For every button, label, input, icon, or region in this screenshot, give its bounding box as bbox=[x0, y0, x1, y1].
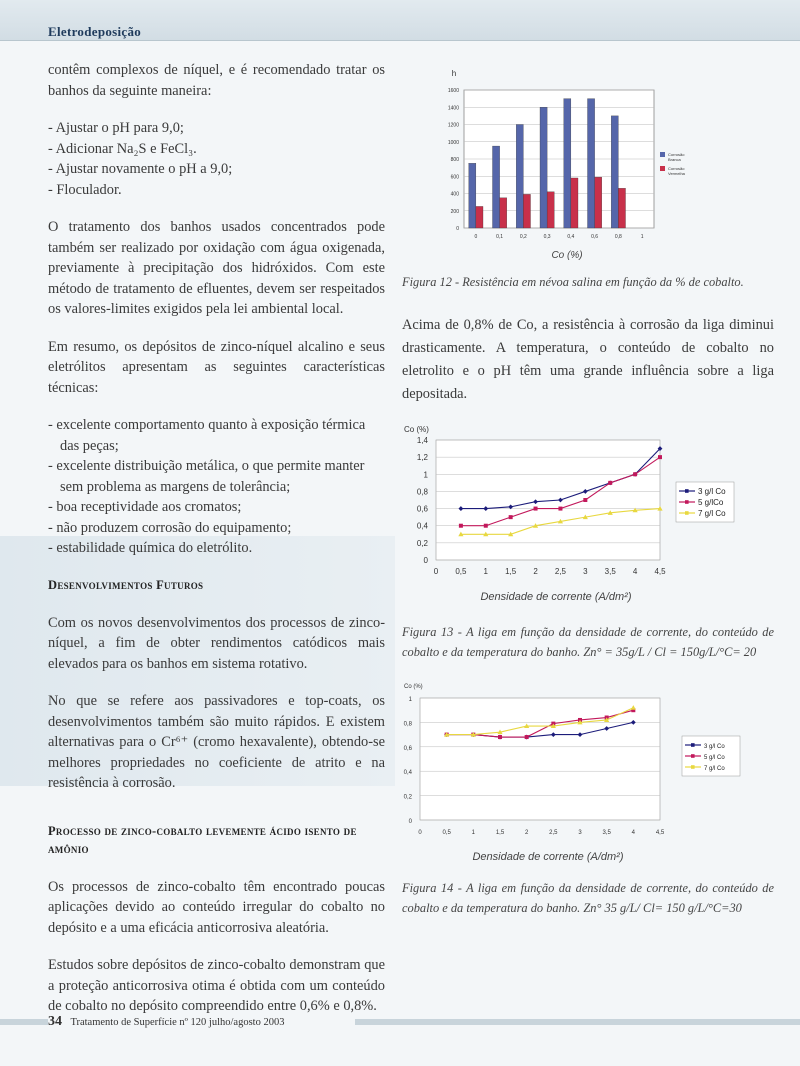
y-tick-label: 0 bbox=[423, 556, 428, 565]
legend-label: 3 g/l Co bbox=[704, 744, 725, 750]
bar bbox=[476, 206, 483, 228]
y-tick-label: 0 bbox=[456, 226, 459, 232]
x-tick-label: 0,1 bbox=[496, 234, 504, 240]
legend-marker bbox=[685, 511, 689, 515]
y-tick-label: 1200 bbox=[447, 122, 459, 129]
data-point bbox=[658, 455, 662, 459]
x-tick-label: 4 bbox=[632, 567, 638, 576]
x-tick-label: 2,5 bbox=[554, 567, 567, 576]
paragraph: O tratamento dos banhos usados concentrados pode também ser realizado por oxidação com água oxigenada, previamente à precipitação dos hidróxidos. Com este método de tratamento de efluentes, devem ser respeitados os valores-limites exigidos pela lei ambiental local. bbox=[48, 219, 385, 317]
list-treatment bbox=[48, 118, 385, 200]
list-item: - excelente distribuição metálica, o que permite manter sem problema as margens de tolerância; bbox=[48, 458, 365, 495]
page-number: 34 bbox=[48, 1014, 62, 1029]
paragraph: contêm complexos de níquel, e é recomendado tratar os banhos da seguinte maneira: bbox=[48, 62, 385, 99]
figure-13-caption: Figura 13 - A liga em função da densidade de corrente, do conteúdo de cobalto e da temperatura do banho. Zn° = 35g/L / Cl = 150g/L/°C= 20 bbox=[402, 625, 774, 659]
data-point bbox=[633, 472, 637, 476]
y-tick-label: 1,4 bbox=[416, 436, 428, 445]
bar bbox=[523, 194, 530, 228]
footer-text: Tratamento de Superfície nº 120 julho/agosto 2003 bbox=[70, 1017, 285, 1028]
list-characteristics bbox=[48, 415, 385, 559]
y-tick-label: 200 bbox=[450, 208, 459, 215]
data-point bbox=[509, 515, 513, 519]
y-tick-label: 600 bbox=[450, 174, 459, 181]
x-tick-label: 0,2 bbox=[519, 234, 527, 240]
section-title: Eletrodeposição bbox=[48, 24, 142, 39]
figure-12-bar-chart bbox=[402, 60, 774, 265]
y-tick-label: 800 bbox=[450, 157, 459, 163]
list-item: - estabilidade química do eletrólito. bbox=[48, 540, 253, 556]
y-tick-label: 1,2 bbox=[416, 453, 428, 463]
legend-label: 7 g/l Co bbox=[704, 766, 725, 772]
bar bbox=[547, 192, 554, 228]
x-tick-label: 0,5 bbox=[455, 567, 467, 576]
x-axis-label: Densidade de corrente (A/dm²) bbox=[472, 851, 624, 863]
figure-14-line-chart bbox=[402, 676, 774, 871]
x-tick-label: 0,4 bbox=[567, 234, 575, 240]
x-tick-label: 0,5 bbox=[442, 830, 451, 836]
plot-area bbox=[420, 698, 660, 820]
y-axis-label: h bbox=[451, 69, 457, 78]
data-point bbox=[484, 524, 488, 528]
x-tick-label: 3,5 bbox=[604, 567, 616, 576]
bar bbox=[595, 177, 602, 228]
paragraph: Estudos sobre depósitos de zinco-cobalto demonstram que a proteção anticorrosiva otima é obtida com um conteúdo de cobalto no depósito compreendido entre 0,6% e 0,8%. bbox=[48, 957, 385, 1014]
y-tick-label: 0,6 bbox=[403, 745, 412, 752]
legend-label: 7 g/l Co bbox=[698, 509, 726, 518]
section-heading: Desenvolvimentos Futuros bbox=[48, 577, 204, 592]
x-tick-label: 0 bbox=[433, 567, 439, 576]
x-tick-label: 0,3 bbox=[543, 234, 551, 240]
x-tick-label: 3 bbox=[583, 567, 588, 576]
legend-label: Corrosão bbox=[668, 166, 685, 171]
bar bbox=[469, 163, 476, 228]
legend-marker bbox=[685, 500, 689, 504]
x-tick-label: 4,5 bbox=[654, 567, 666, 576]
legend-label: Vermelha bbox=[668, 171, 685, 176]
y-axis-label: Co (%) bbox=[404, 425, 429, 434]
y-tick-label: 0,4 bbox=[403, 770, 412, 777]
x-tick-label: 1,5 bbox=[505, 567, 517, 576]
y-tick-label: 1400 bbox=[447, 105, 459, 112]
figure-13-line-chart bbox=[402, 420, 774, 615]
x-tick-label: 1,5 bbox=[495, 830, 505, 836]
legend-marker bbox=[685, 489, 689, 493]
y-tick-label: 0,4 bbox=[416, 521, 428, 531]
x-axis-label: Densidade de corrente (A/dm²) bbox=[480, 591, 632, 603]
x-tick-label: 0 bbox=[474, 234, 478, 240]
bar bbox=[500, 198, 507, 228]
legend-label: Corrosão bbox=[668, 152, 685, 157]
legend-label: Branca bbox=[668, 157, 681, 162]
y-tick-label: 0,2 bbox=[403, 794, 412, 801]
paragraph: Com os novos desenvolvimentos dos processos de zinco-níquel, a fim de obter rendimentos catódicos mais elevados para os banhos em sistema rotativo. bbox=[48, 614, 385, 672]
footer-rule bbox=[0, 1019, 48, 1025]
x-tick-label: 3 bbox=[578, 830, 582, 836]
data-point bbox=[608, 481, 612, 485]
y-tick-label: 0,8 bbox=[416, 487, 428, 497]
x-tick-label: 2,5 bbox=[549, 830, 558, 836]
x-tick-label: 1 bbox=[471, 830, 476, 836]
legend-label: 3 g/l Co bbox=[698, 487, 726, 496]
list-item: - não produzem corrosão do equipamento; bbox=[48, 519, 292, 536]
list-item: - Ajustar o pH para 9,0; bbox=[48, 120, 184, 136]
list-item: - boa receptividade aos cromatos; bbox=[48, 499, 242, 515]
y-axis-label: Co (%) bbox=[404, 684, 423, 690]
x-axis-label: Co (%) bbox=[551, 250, 583, 261]
y-tick-label: 0,2 bbox=[416, 538, 428, 548]
left-column bbox=[48, 60, 385, 1034]
x-tick-label: 2 bbox=[533, 567, 538, 576]
x-tick-label: 0,8 bbox=[614, 234, 622, 240]
list-item: - Ajustar novamente o pH a 9,0; bbox=[48, 161, 233, 177]
right-column bbox=[402, 60, 774, 918]
list-item: - Floculador. bbox=[48, 181, 122, 198]
list-item: - Adicionar Na₂S e FeCl₃. bbox=[48, 140, 197, 157]
y-tick-label: 1600 bbox=[447, 88, 459, 94]
paragraph: Os processos de zinco-cobalto têm encontrado poucas aplicações devido ao conteúdo irregular do cobalto no depósito e a uma eficácia anticorrosiva aleatória. bbox=[48, 878, 385, 936]
footer-rule bbox=[355, 1019, 800, 1025]
legend-swatch bbox=[660, 166, 665, 171]
bar bbox=[516, 125, 523, 229]
data-point bbox=[558, 507, 562, 511]
data-point bbox=[459, 524, 463, 528]
paragraph: No que se refere aos passivadores e top-coats, os desenvolvimentos também são muito rápidos. E existem alternativas para o Cr⁶⁺ (cromo hexavalente), obtendo-se melhores propriedades no coeficiente de atrito e na resistência à corrosão. bbox=[48, 693, 385, 791]
bar bbox=[540, 107, 547, 228]
bar bbox=[611, 116, 618, 228]
legend-marker bbox=[691, 765, 695, 769]
figure-14-caption: Figura 14 - A liga em função da densidade de corrente, do conteúdo de cobalto e da temperatura do banho. Zn° 35 g/L/ Cl= 150 g/L/°C=30 bbox=[402, 881, 774, 915]
paragraph: Acima de 0,8% de Co, a resistência à corrosão da liga diminui drasticamente. A temperatura, o conteúdo de cobalto no eletrolito e o pH têm uma grande influência sobre a liga depositada. bbox=[402, 317, 774, 402]
y-tick-label: 400 bbox=[450, 191, 459, 198]
paragraph: Em resumo, os depósitos de zinco-níquel alcalino e seus eletrólitos apresentam as seguintes características técnicas: bbox=[48, 338, 385, 396]
legend-marker bbox=[691, 743, 695, 747]
x-tick-label: 4 bbox=[631, 830, 636, 836]
bar bbox=[618, 188, 625, 228]
y-tick-label: 0,6 bbox=[416, 504, 428, 514]
list-item: - excelente comportamento quanto à exposição térmica das peças; bbox=[48, 417, 366, 454]
data-point bbox=[583, 498, 587, 502]
y-tick-label: 1 bbox=[423, 470, 428, 480]
figure-12-caption: Figura 12 - Resistência em névoa salina em função da % de cobalto. bbox=[402, 275, 744, 289]
data-point bbox=[525, 735, 529, 739]
x-tick-label: 3,5 bbox=[602, 830, 611, 836]
data-point bbox=[498, 735, 502, 739]
legend-label: 5 g/l Co bbox=[704, 755, 725, 761]
x-tick-label: 0,6 bbox=[591, 234, 599, 240]
legend-swatch bbox=[660, 152, 665, 157]
legend-label: 5 g/lCo bbox=[698, 498, 724, 507]
footer bbox=[48, 1014, 284, 1030]
bar bbox=[571, 178, 578, 228]
x-tick-label: 1 bbox=[483, 567, 489, 576]
section-heading: Processo de zinco-cobalto levemente ácido isento de amônio bbox=[48, 823, 357, 856]
x-tick-label: 2 bbox=[524, 830, 529, 836]
legend-marker bbox=[691, 754, 695, 758]
bar bbox=[564, 99, 571, 228]
y-tick-label: 0 bbox=[408, 819, 412, 825]
x-tick-label: 1 bbox=[640, 234, 644, 240]
plot-area bbox=[436, 440, 660, 560]
bar bbox=[588, 99, 595, 228]
y-tick-label: 1000 bbox=[447, 139, 459, 146]
x-tick-label: 0 bbox=[418, 830, 422, 836]
x-tick-label: 4,5 bbox=[655, 830, 665, 836]
bar bbox=[493, 146, 500, 228]
y-tick-label: 0,8 bbox=[403, 721, 412, 728]
y-tick-label: 1 bbox=[408, 697, 412, 703]
header-band bbox=[0, 0, 800, 41]
data-point bbox=[534, 507, 538, 511]
